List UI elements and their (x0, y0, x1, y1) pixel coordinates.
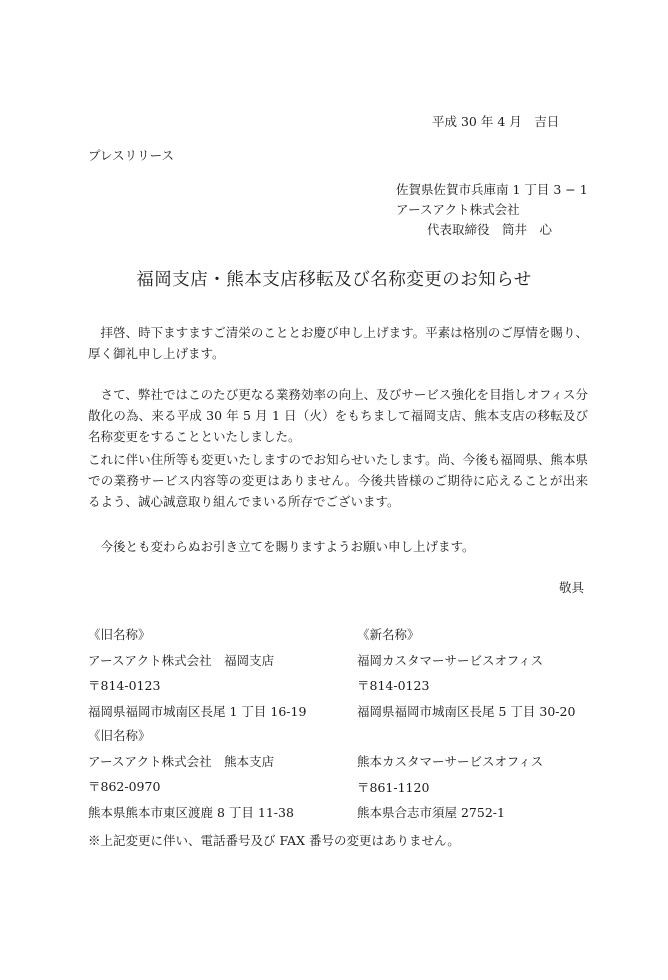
kumamoto-new-info (357, 749, 543, 826)
page-title: 福岡支店・熊本支店移転及び名称変更のお知らせ (136, 270, 532, 290)
sender-company: アースアクト株式会社 (396, 202, 520, 217)
old-postal-code: 〒814-0123 (88, 678, 161, 693)
fukuoka-new-info (357, 622, 575, 724)
new-branch-name: 福岡カスタマーサービスオフィス (357, 652, 544, 668)
fukuoka-old-info (88, 622, 306, 724)
press-release-label: プレスリリース (88, 148, 175, 163)
old-branch-name: アースアクト株式会社 福岡支店 (88, 652, 275, 668)
old-branch-name: アースアクト株式会社 熊本支店 (88, 753, 275, 769)
old-address: 福岡県福岡市城南区長尾 1 丁目 16-19 (88, 703, 307, 719)
closing-remark: 敬具 (558, 580, 584, 595)
new-address: 熊本県合志市須屋 2752-1 (357, 805, 505, 820)
sender-address: 佐賀県佐賀市兵庫南 1 丁目 3 − 1 (396, 182, 588, 197)
new-postal-code: 〒861-1120 (357, 779, 430, 795)
old-postal-code: 〒862-0970 (88, 779, 161, 794)
document-date: 平成 30 年 4 月 吉日 (432, 114, 560, 129)
notice-paragraph: これに伴い住所等も変更いたしますのでお知らせいたします。尚、今後も福岡県、熊本県での業務サービス内容等の変更はありません。今後共皆様のご期待に応えることが出来るよう、誠心誠意取り組んでまいる所存でございます。 (88, 452, 588, 509)
old-name-heading: 《旧名称》 (88, 728, 151, 743)
old-address: 熊本県熊本市東区渡鹿 8 丁目 11-38 (88, 804, 294, 820)
old-name-heading: 《旧名称》 (88, 627, 151, 642)
new-name-heading: 《新名称》 (357, 627, 420, 642)
sender-representative: 代表取締役 筒井 心 (427, 222, 553, 237)
new-branch-name: 熊本カスタマーサービスオフィス (357, 754, 544, 769)
footnote: ※上記変更に伴い、電話番号及び FAX 番号の変更はありません。 (88, 833, 460, 848)
announcement-paragraph: さて、弊社ではこのたび更なる業務効率の向上、及びサービス強化を目指しオフィス分散化の為、来る平成 30 年 5 月 1 日（火）をもちまして福岡支店、熊本支店の移転及び名称変更をすることといたしました。 (88, 387, 588, 444)
new-address: 福岡県福岡市城南区長尾 5 丁目 30-20 (357, 703, 576, 719)
greeting-paragraph: 拝啓、時下ますますご清栄のこととお慶び申し上げます。平素は格別のご厚情を賜り、厚く御礼申し上げます。 (88, 325, 588, 361)
kumamoto-old-info (88, 723, 294, 825)
request-paragraph: 今後とも変わらぬお引き立てを賜りますようお願い申し上げます。 (100, 539, 475, 554)
new-postal-code: 〒814-0123 (357, 678, 430, 693)
